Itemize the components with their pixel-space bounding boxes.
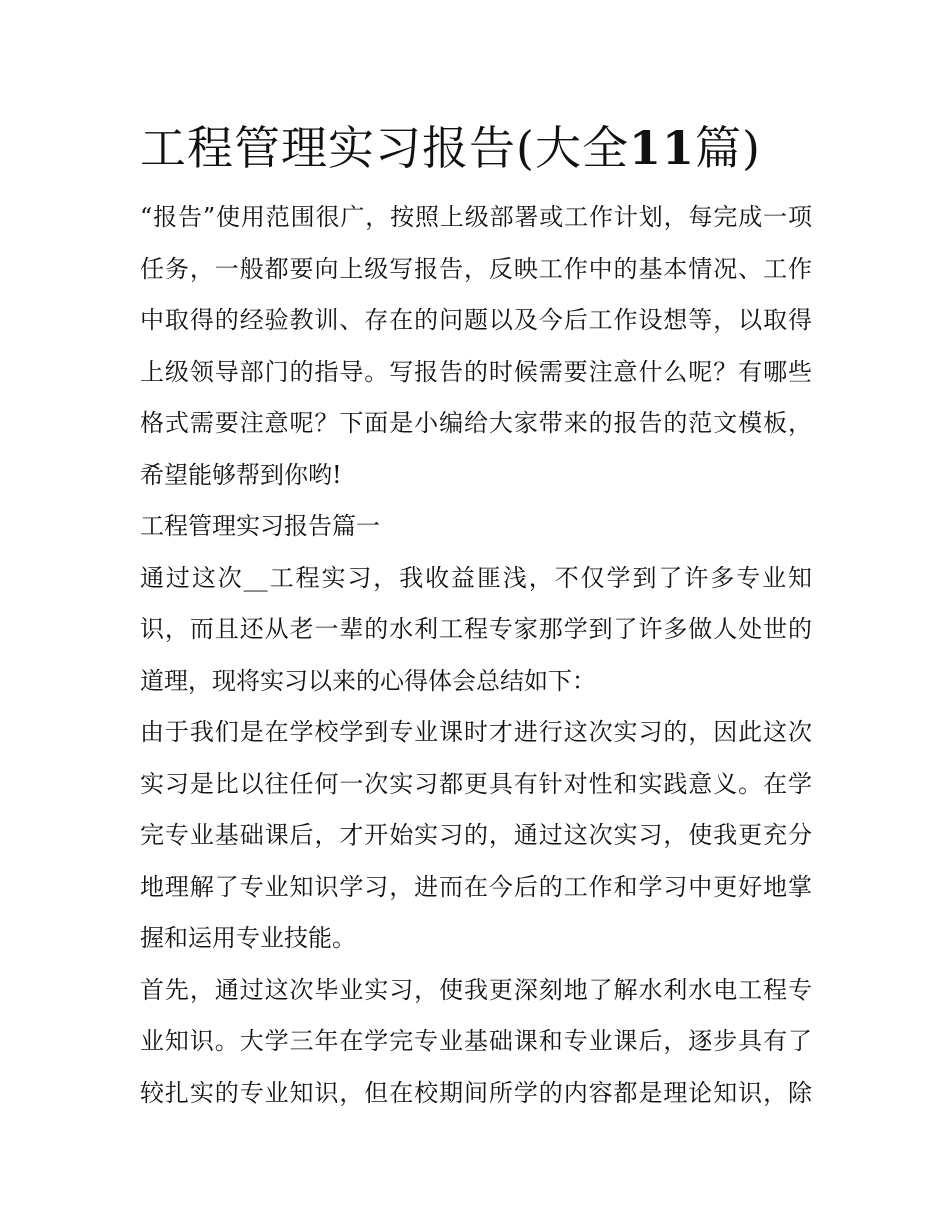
text-line: 上级领导部门的指导。写报告的时候需要注意什么呢？有哪些 bbox=[140, 357, 812, 386]
text-line: 希望能够帮到你哟! bbox=[140, 460, 342, 489]
body-paragraph bbox=[140, 707, 812, 965]
text-line: 地理解了专业知识学习，进而在今后的工作和学习中更好地掌 bbox=[140, 872, 812, 901]
body-paragraph bbox=[140, 553, 812, 708]
text-line: 实习是比以往任何一次实习都更具有针对性和实践意义。在学 bbox=[140, 769, 812, 798]
section-heading-text: 工程管理实习报告篇一 bbox=[140, 512, 380, 540]
section-heading bbox=[140, 501, 812, 553]
text-line: 握和运用专业技能。 bbox=[140, 924, 356, 952]
text-line: 由于我们是在学校学到专业课时才进行这次实习的，因此这次 bbox=[140, 718, 812, 746]
text-line: 首先，通过这次毕业实习，使我更深刻地了解水利水电工程专 bbox=[140, 975, 812, 1004]
title-text-part1: 工程管理实习报告(大全 bbox=[140, 121, 629, 175]
text-line: 道理，现将实习以来的心得体会总结如下： bbox=[140, 666, 596, 695]
body-paragraph bbox=[140, 965, 812, 1120]
document-title bbox=[140, 112, 812, 184]
text-line: 较扎实的专业知识，但在校期间所学的内容都是理论知识，除 bbox=[140, 1078, 812, 1107]
text-line: 完专业基础课后，才开始实习的，通过这次实习，使我更充分 bbox=[140, 821, 812, 849]
title-number: 11 bbox=[628, 121, 695, 175]
document-page bbox=[140, 112, 812, 1119]
text-line: 识，而且还从老一辈的水利工程专家那学到了许多做人处世的 bbox=[140, 615, 812, 643]
text-line: 任务，一般都要向上级写报告，反映工作中的基本情况、工作 bbox=[140, 254, 812, 283]
title-text-part2: 篇) bbox=[694, 121, 761, 175]
text-line: 通过这次__工程实习，我收益匪浅，不仅学到了许多专业知 bbox=[140, 563, 812, 592]
text-line: 格式需要注意呢？下面是小编给大家带来的报告的范文模板， bbox=[140, 409, 812, 437]
intro-paragraph bbox=[140, 192, 812, 501]
text-line: 中取得的经验教训、存在的问题以及今后工作设想等，以取得 bbox=[140, 306, 812, 334]
text-line: 业知识。大学三年在学完专业基础课和专业课后，逐步具有了 bbox=[140, 1027, 812, 1055]
text-line: “报告”使用范围很广，按照上级部署或工作计划，每完成一项 bbox=[140, 203, 812, 231]
